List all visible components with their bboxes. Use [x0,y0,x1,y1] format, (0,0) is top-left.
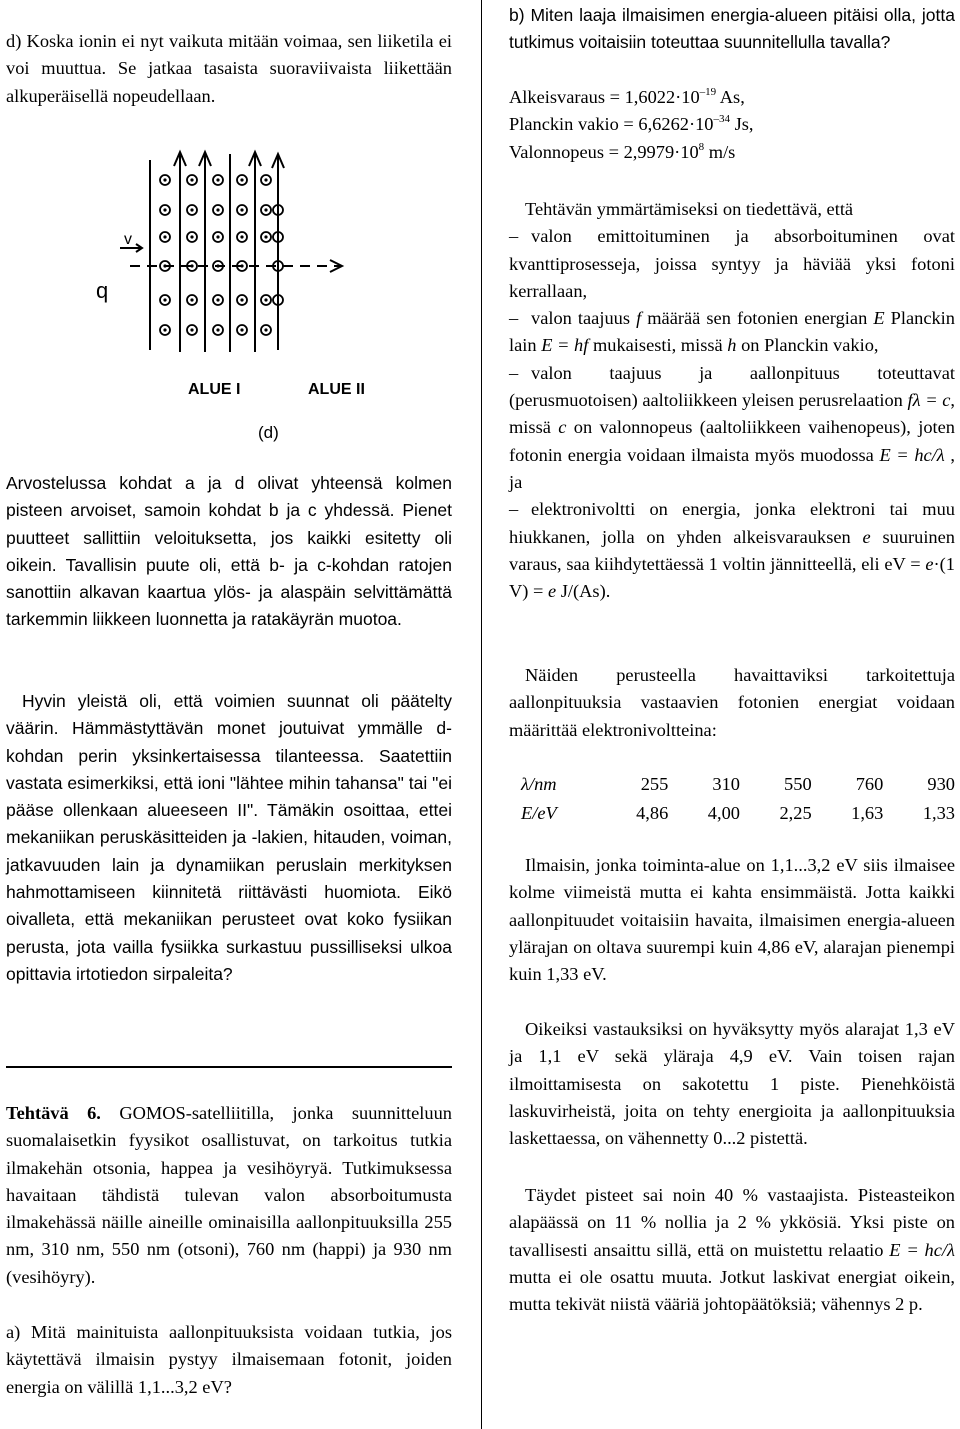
constant-light: Valonnopeus = $2,9979\cdot 10^8$ m/s [509,140,736,162]
region-1-label: ALUE I [188,381,241,398]
particle-label: q [96,278,109,303]
bullet-1: – valon emittoituminen ja absorboituminen ovat kvanttiprosesseja, joissa syntyy ja häviää yksi fotoni kerrallaan, [509,226,955,301]
task-heading: Tehtävä 6. [6,1103,101,1123]
constants [509,84,754,166]
section-rule [6,1066,452,1068]
table-intro: Näiden perusteella havaittaviksi tarkoitettuja aallonpituuksia vastaavien fotonien energiat voidaan määrittää elektronivoltteina: [509,665,955,740]
velocity-label: v [124,231,132,248]
energy-table [521,770,955,828]
constant-planck: Planckin vakio = $6,6262\cdot 10^{-34}$ Js, [509,113,754,135]
task-text: GOMOS-satelliitilla, jonka suunnitteluun suomalaisetkin fyysikot osallistuvat, on tarkoitus tutkia ilmakehän otsonia, happea ja vesihöyryä. Tutkimuksessa havaitaan tähdistä tulevan valon absorboitumusta ilmakehässä näille aineille ominaisilla aallonpituuksilla 255 nm, 310 nm, 550 nm (otsoni), 760 nm (happi) ja 930 nm (vesihöyry). [6,1103,452,1287]
bullet-3: – valon taajuus ja aallonpituus toteuttavat (perusmuotoisen) aaltoliikkeen yleisen perusrelaation fλ = c, missä c on valonnopeus (aaltoliikkeen vaihenopeus), joten fotonin energia voidaan ilmaista myös muodossa E = hc/λ , ja [509,362,956,492]
paragraph-d: d) Koska ionin ei nyt vaikuta mitään voimaa, sen liiketila ei voi muuttua. Se jatkaa tasaista suoraviivaista liikettään alkuperäisellä nopeudellaan. [6,31,452,106]
paragraph-answers: Oikeiksi vastauksiksi on hyväksytty myös alarajat 1,3 eV ja 1,1 eV sekä yläraja 4,9 eV. Vain toisen rajan ilmoittamisesta on sakotettu 1 piste. Pienehköistä laskuvirheistä, joita on tehty energioita ja aallonpituuksia laskettaessa, on vähennetty 0...2 pistettä. [509,1019,955,1149]
explanation [509,196,955,605]
column-divider [481,0,482,1429]
bullet-4: – elektronivoltti on energia, jonka elektroni tai muu hiukkanen, jolla on yhden alkeisvarauksen e suuruinen varaus, saa kiihdytettäessä 1 voltin jännitteellä, eli eV = e·(1 V) = e J/(As). [509,499,955,602]
field-dots [160,175,283,335]
constant-charge: Alkeisvaraus = $1,6022\cdot 10^{-19}$ As, [509,86,745,107]
paragraph-forces-text: Hyvin yleistä oli, että voimien suunnat oli päätelty väärin. Hämmästyttävän monet joutuivat ymmälle d-kohdan perin yksinkertaisessa tilanteessa. Saatettiin vastata esimerkiksi, että ioni "lähtee mihin tahansa" tai "ei pääse ollenkaan alueeseen II". Tämäkin osoittaa, ettei mekaniikan peruskäsitteiden ja -lakien, hitauden, voiman, jatkavuuden lain ja dynamiikan peruslain merkityksen hahmottamiseen kiinnitetä riittävästi huomiota. Eikö oivalleta, että mekaniikan perusteet ovat koko fysiikan perusta, jota vailla fysiikka surkastuu pussilliseksi ulkoa opittavia irtotiedon sirpaleita? [6,691,452,984]
figure-caption: (d) [258,423,279,442]
figure-d [90,140,410,450]
bullet-2: – valon taajuus f määrää sen fotonien energian E Planckin lain E = hf mukaisesti, missä h on Planckin vakio, [509,308,955,356]
task-6 [6,1100,452,1291]
field-diagram [90,140,410,450]
region-2-label: ALUE II [308,381,365,398]
question-a: a) Mitä mainituista aallonpituuksista voidaan tutkia, jos käytettävä ilmaisin pystyy ilmaisemaan fotonit, joiden energia on välillä 1,1...3,2 eV? [6,1322,452,1397]
paragraph-forces [6,688,452,988]
question-b: b) Miten laaja ilmaisimen energia-alueen pitäisi olla, jotta tutkimus voitaisiin toteuttaa suunnitellulla tavalla? [509,5,955,53]
paragraph-detector: Ilmaisin, jonka toiminta-alue on 1,1...3,2 eV siis ilmaisee kolme viimeistä mutta ei kahta ensimmäistä. Jotta kaikki aallonpituudet voitaisiin havaita, ilmaisimen energia-alueen ylärajan on oltava suurempi kuin 4,86 eV, alarajan pienempi kuin 1,33 eV. [509,855,955,985]
paragraph-grading: Arvostelussa kohdat a ja d olivat yhteensä kolmen pisteen arvoiset, samoin kohdat b ja c yhdessä. Pienet puutteet sallittiin veloituksetta, jos kaikki esitetty oli oikein. Tavallisin puute oli, että b- ja c-kohdan ratojen sanottiin alkavan kaartua ylös- ja alaspäin selvittämättä tarkemmin liikkeen luonnetta ja ratakäyrän muotoa. [6,473,452,630]
table-row-energy: E/eV 4,86 4,00 2,25 1,63 1,33 [521,802,955,823]
intro-text: Tehtävän ymmärtämiseksi on tiedettävä, että [525,199,854,219]
paragraph-full-points: Täydet pisteet sai noin 40 % vastaajista. Pisteasteikon alapäässä on 11 % nollia ja 2 % ykkösiä. Yksi piste on tavallisesti ansaittu sillä, että on muistettu relaatio E = hc/λ mutta ei ole osattu muuta. Jotkut laskivat energiat oikein, mutta tekivät niistä vääriä johtopäätöksiä; vähennys 2 p. [509,1185,955,1315]
table-row-wavelength: λ/nm 255 310 550 760 930 [521,773,955,794]
